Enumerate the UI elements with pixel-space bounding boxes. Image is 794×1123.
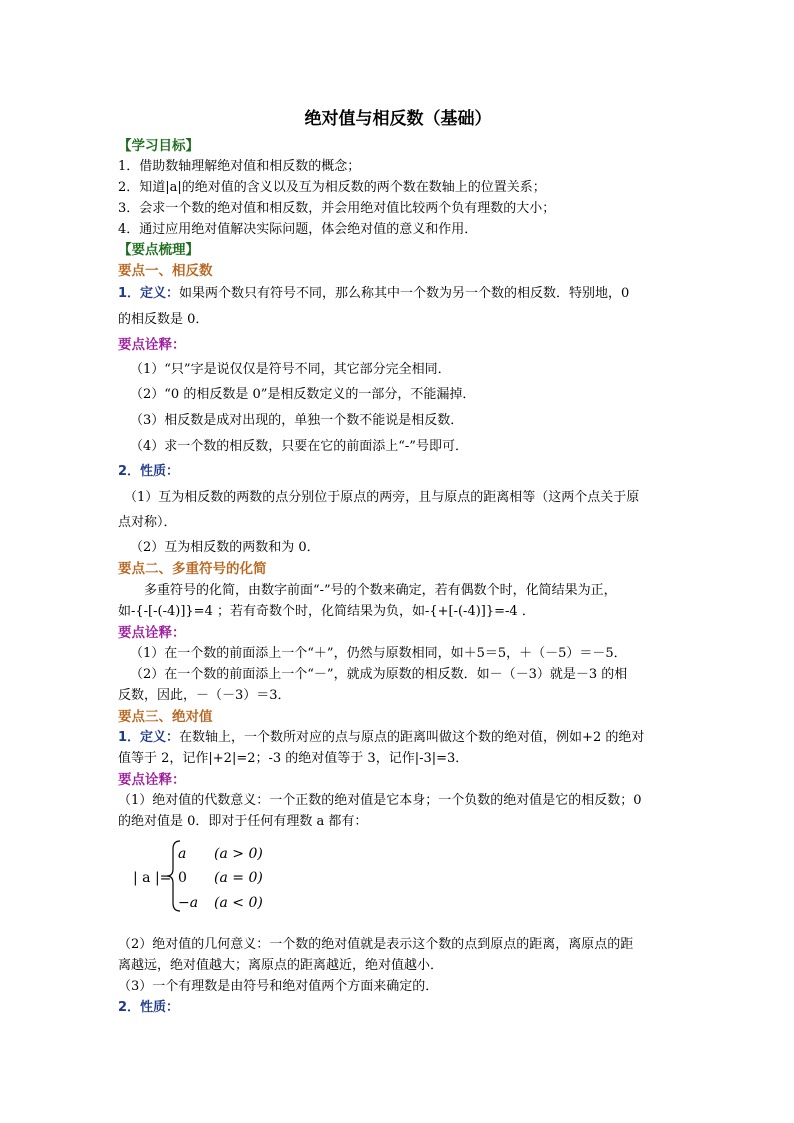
point2-heading: 要点二、多重符号的化简 [118,561,267,577]
section-learning-goals: 【学习目标】 [118,138,199,154]
case-value: −a [178,895,199,911]
property-item: （2）互为相反数的两数和为 0． [130,540,320,555]
case-condition: (a < 0) [214,895,263,911]
point3-definition-cont: 值等于 2，记作|+2|=2；-3 的绝对值等于 3，记作|-3|=3． [118,751,469,766]
page-title: 绝对值与相反数（基础） [304,109,492,129]
note-item-cont: 离越远，绝对值越大；离原点的距离越近，绝对值越小． [118,958,444,973]
note-item: （2）绝对值的几何意义：一个数的绝对值就是表示这个数的点到原点的距离，离原点的距 [118,937,634,952]
note-item-cont: 反数，因此，－（－3）＝3． [118,688,291,703]
point1-definition-cont: 的相反数是 0． [118,312,209,327]
property-item: （1）互为相反数的两数的点分别位于原点的两旁，且与原点的距离相等（这两个点关于原 [124,490,640,505]
case-condition: (a > 0) [214,846,263,862]
case-value: a [178,846,187,862]
section-key-points: 【要点梳理】 [118,242,199,258]
point2-text: 多重符号的化简，由数字前面“-”号的个数来确定，若有偶数个时，化简结果为正， [144,583,617,598]
note-item: （1）“只”字是说仅仅是符号不同，其它部分完全相同． [130,362,451,377]
definition-label: 1．定义： [118,730,180,745]
note-item: （1）在一个数的前面添上一个“＋”，仍然与原数相同，如＋5＝5，＋（－5）＝－5． [130,646,627,661]
formula-lhs: | a |= [133,870,172,886]
goal-item: 3．会求一个数的绝对值和相反数，并会用绝对值比较两个负有理数的大小； [118,201,556,216]
point3-definition: 1．定义：在数轴上，一个数所对应的点与原点的距离叫做这个数的绝对值，例如+2 的绝对 [118,730,645,745]
note-item: （4）求一个数的相反数，只要在它的前面添上“-”号即可． [130,439,468,454]
point2-text-cont: 如-{-[-(-4)]}=4 ；若有奇数个时，化简结果为负，如-{+[-(-4)]}=-4 ． [118,604,535,619]
point1-heading: 要点一、相反数 [118,263,213,279]
goal-item: 4．通过应用绝对值解决实际问题，体会绝对值的意义和作用． [118,222,478,237]
case-value: 0 [178,870,187,886]
notes-label: 要点诠释： [118,337,186,353]
notes-label: 要点诠释： [118,772,186,788]
point1-definition: 1．定义：如果两个数只有符号不同，那么称其中一个数为另一个数的相反数．特别地，0 [118,286,630,301]
property-label: 2．性质： [118,1000,180,1015]
note-item-cont: 的绝对值是 0．即对于任何有理数 a 都有： [118,814,368,829]
point3-heading: 要点三、绝对值 [118,709,213,725]
goal-item: 1．借助数轴理解绝对值和相反数的概念； [118,159,361,174]
absolute-value-formula [118,835,318,917]
notes-label: 要点诠释： [118,625,186,641]
note-item: （3）一个有理数是由符号和绝对值两个方面来确定的． [118,979,439,994]
note-item: （3）相反数是成对出现的，单独一个数不能说是相反数． [130,413,464,428]
definition-label: 1．定义： [118,286,180,301]
formula-svg [118,835,318,917]
note-item: （2）“0 的相反数是 0”是相反数定义的一部分，不能漏掉． [130,387,476,402]
property-item-cont: 点对称）． [118,515,177,530]
note-item: （2）在一个数的前面添上一个“－”，就成为原数的相反数．如－（－3）就是－3 的相 [130,667,628,682]
property-label: 2．性质： [118,464,180,479]
case-condition: (a = 0) [214,870,263,886]
goal-item: 2．知道|a|的绝对值的含义以及互为相反数的两个数在数轴上的位置关系； [118,180,546,195]
note-item: （1）绝对值的代数意义：一个正数的绝对值是它本身；一个负数的绝对值是它的相反数；0 [118,793,642,808]
